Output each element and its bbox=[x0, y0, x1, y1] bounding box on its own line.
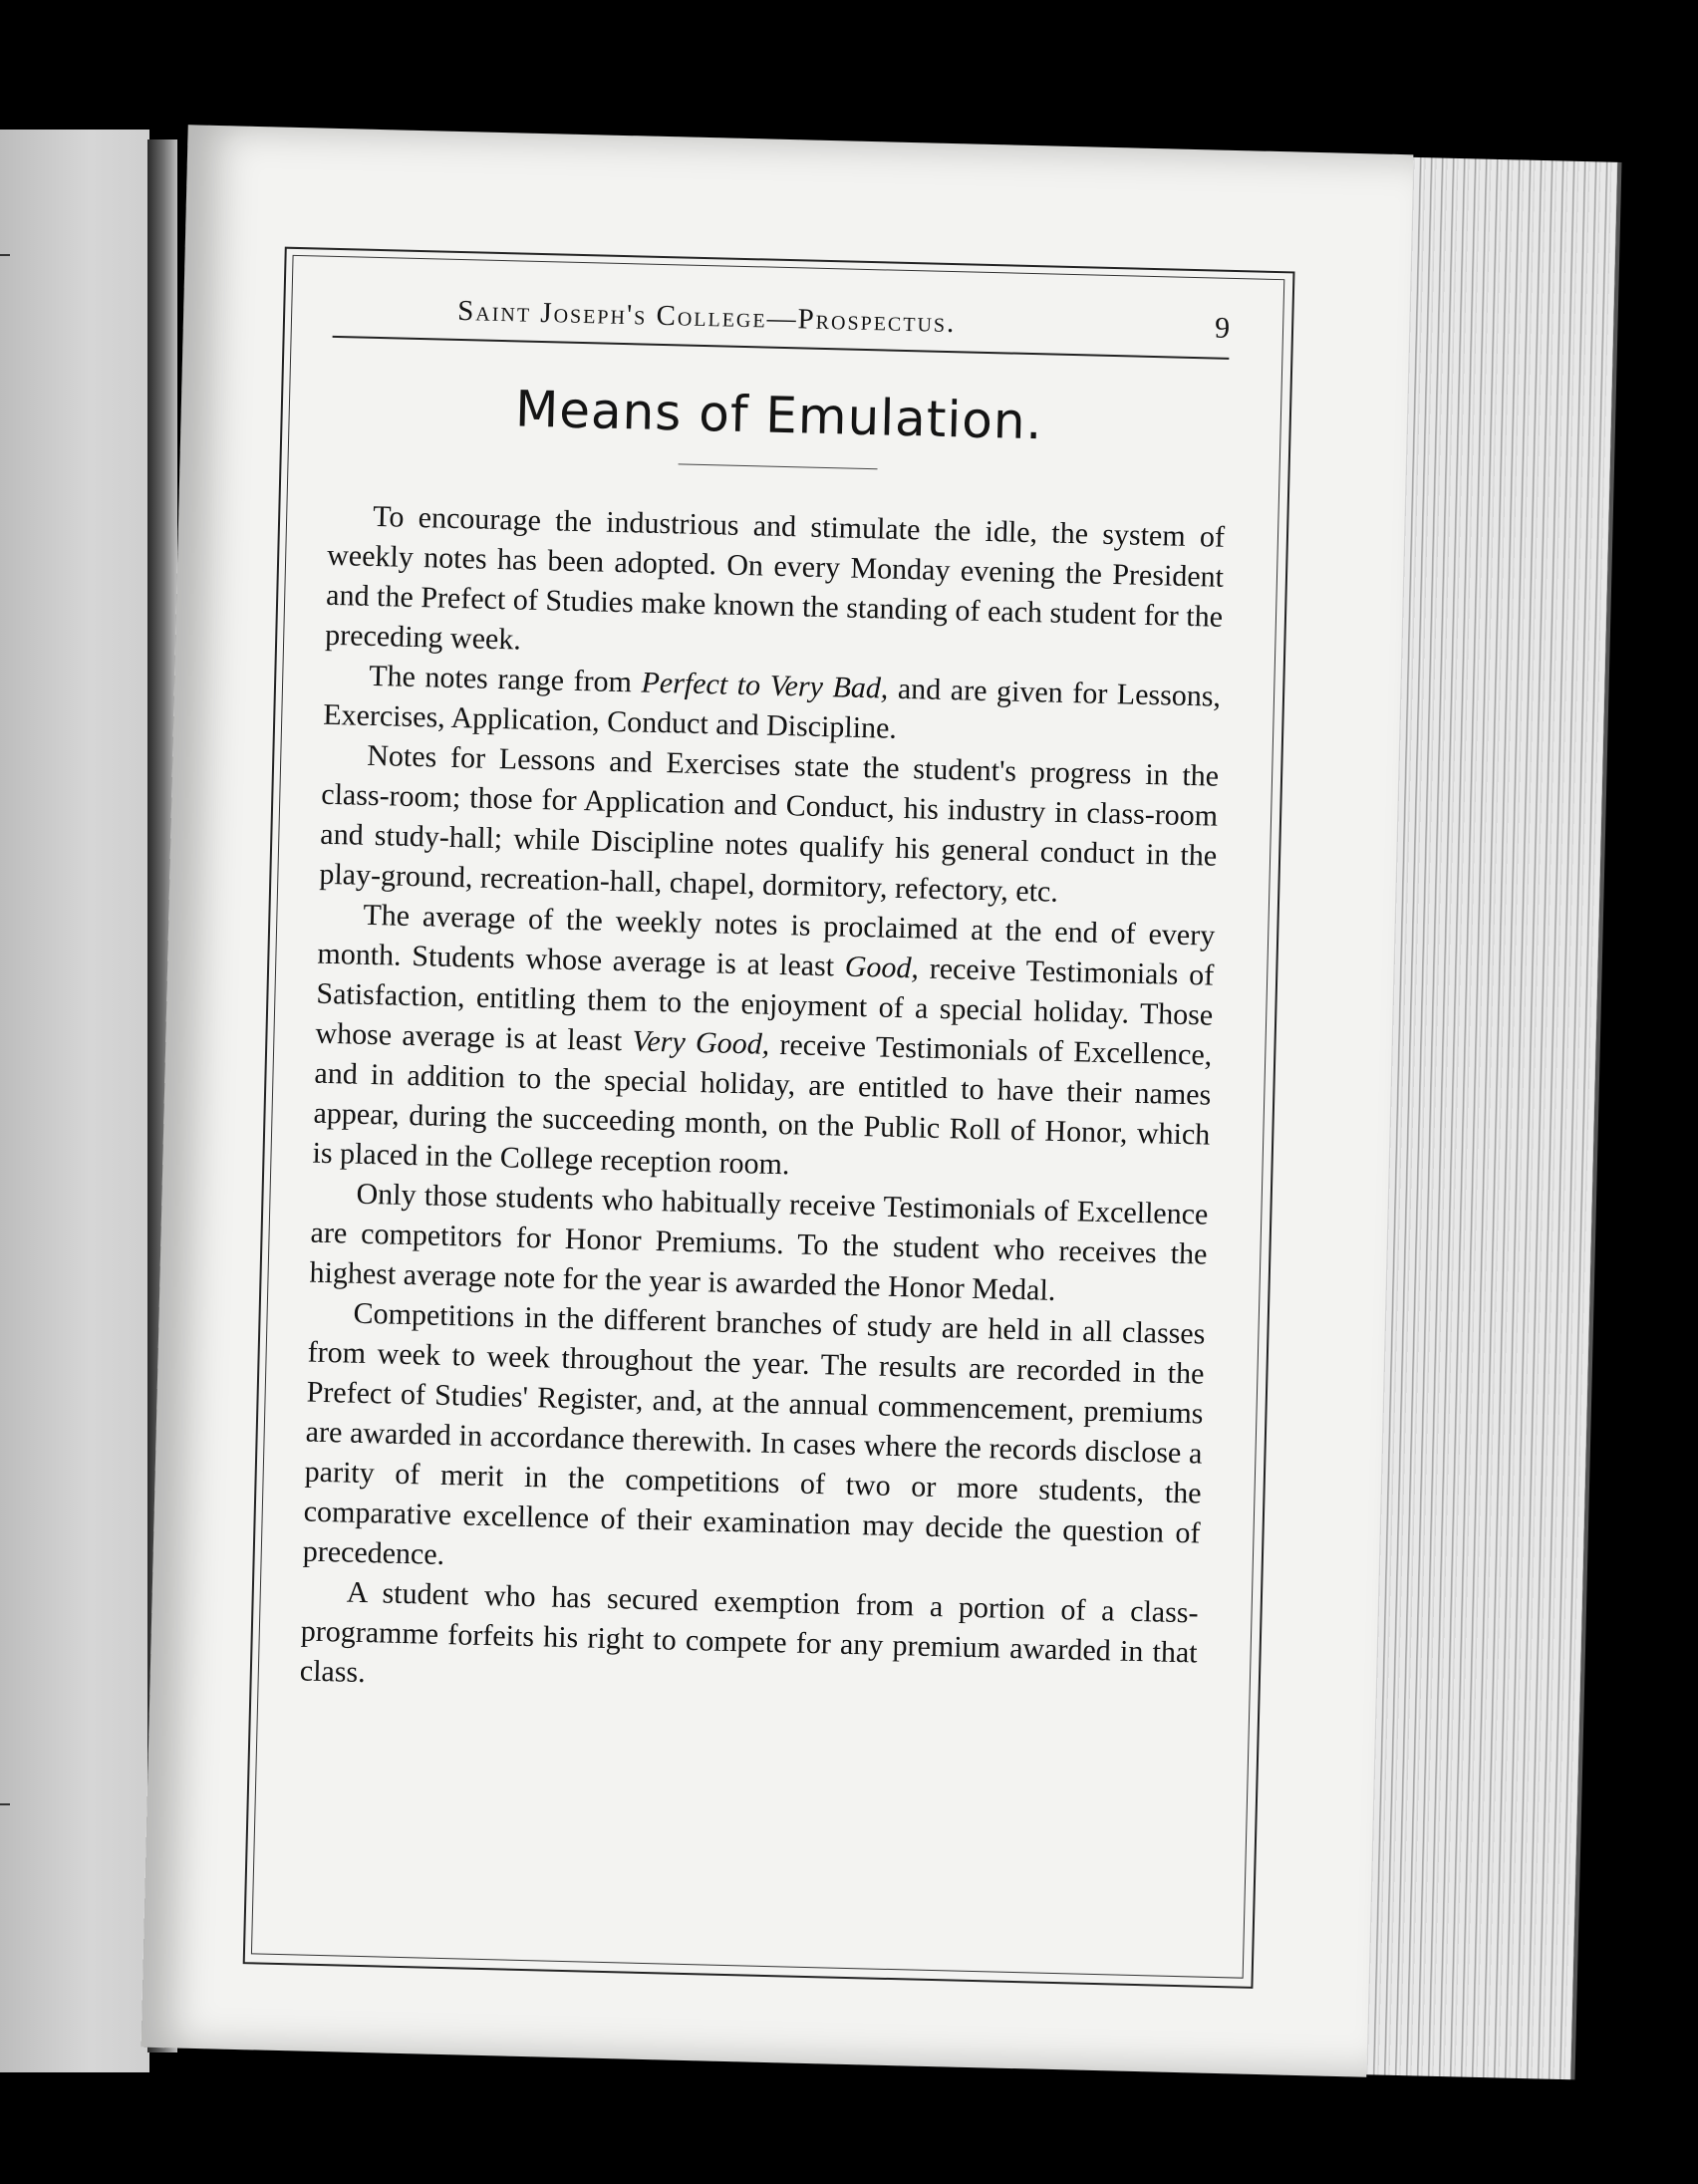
paragraph bbox=[312, 895, 1216, 1196]
italic-run: Very Good, bbox=[632, 1024, 770, 1061]
left-page-edge bbox=[0, 130, 149, 2072]
paragraph: Only those students who habitually receive Testimonials of Excellence are competitors for Honor Premiums. To the student who receives the highest average note for the year is awarded the Honor Medal. bbox=[309, 1177, 1209, 1307]
section-heading: Means of Emulation. bbox=[514, 380, 1044, 451]
paragraph: Notes for Lessons and Exercises state the student's progress in the class-room; those for Application and Conduct, his industry in class-room and study-hall; while Discipline notes qualify his general conduct in the play-ground, recreation-hall, chapel, dormitory, refectory, etc. bbox=[319, 738, 1220, 909]
text-run: The average of the weekly notes is proclaimed at the end of every month. Students whose average is at least bbox=[317, 898, 1216, 983]
text-run: receive Testimonials of Satisfaction, entitling them to the enjoyment of a special holiday. Those whose average is at least bbox=[315, 952, 1215, 1058]
text-run: and are given for Lessons, Exercises, Application, Conduct and Discipline. bbox=[322, 672, 1222, 745]
heading-rule bbox=[679, 463, 878, 469]
paragraph: To encourage the industrious and stimulate the idle, the system of weekly notes has been adopted. On every Monday evening the President and the Prefect of Studies make known the standing of each student for the preceding week. bbox=[324, 499, 1226, 657]
left-page-rule bbox=[0, 1803, 10, 1805]
italic-run: Perfect to Very Bad, bbox=[641, 666, 889, 705]
italic-run: Good, bbox=[844, 950, 920, 985]
book-page bbox=[142, 125, 1414, 2076]
body-text bbox=[299, 496, 1225, 1714]
left-page-rule bbox=[0, 254, 10, 256]
running-head-title: Saint Joseph's College—Prospectus. bbox=[456, 294, 957, 340]
paragraph: A student who has secured exemption from a portion of a class-programme forfeits his right to compete for any premium awarded in that class. bbox=[299, 1575, 1199, 1690]
page-number: 9 bbox=[1214, 311, 1231, 345]
paragraph: Competitions in the different branches of study are held in all classes from week to week throughout the year. The results are recorded in the Prefect of Studies' Register, and, at the annual commencement, premiums are awarded in accordance therewith. In cases where the records disclose a parity of merit in the competitions of two or more students, the comparative excellence of their examination may decide the question of precedence. bbox=[302, 1296, 1206, 1571]
text-run: The notes range from bbox=[368, 659, 642, 699]
page-content bbox=[299, 288, 1230, 1714]
text-run: receive Testimonials of Excellence, and in addition to the special holiday, are entitled to have their names appear, during the succeeding month, on the Public Roll of Honor, which is placed in the College reception room. bbox=[312, 1027, 1213, 1182]
